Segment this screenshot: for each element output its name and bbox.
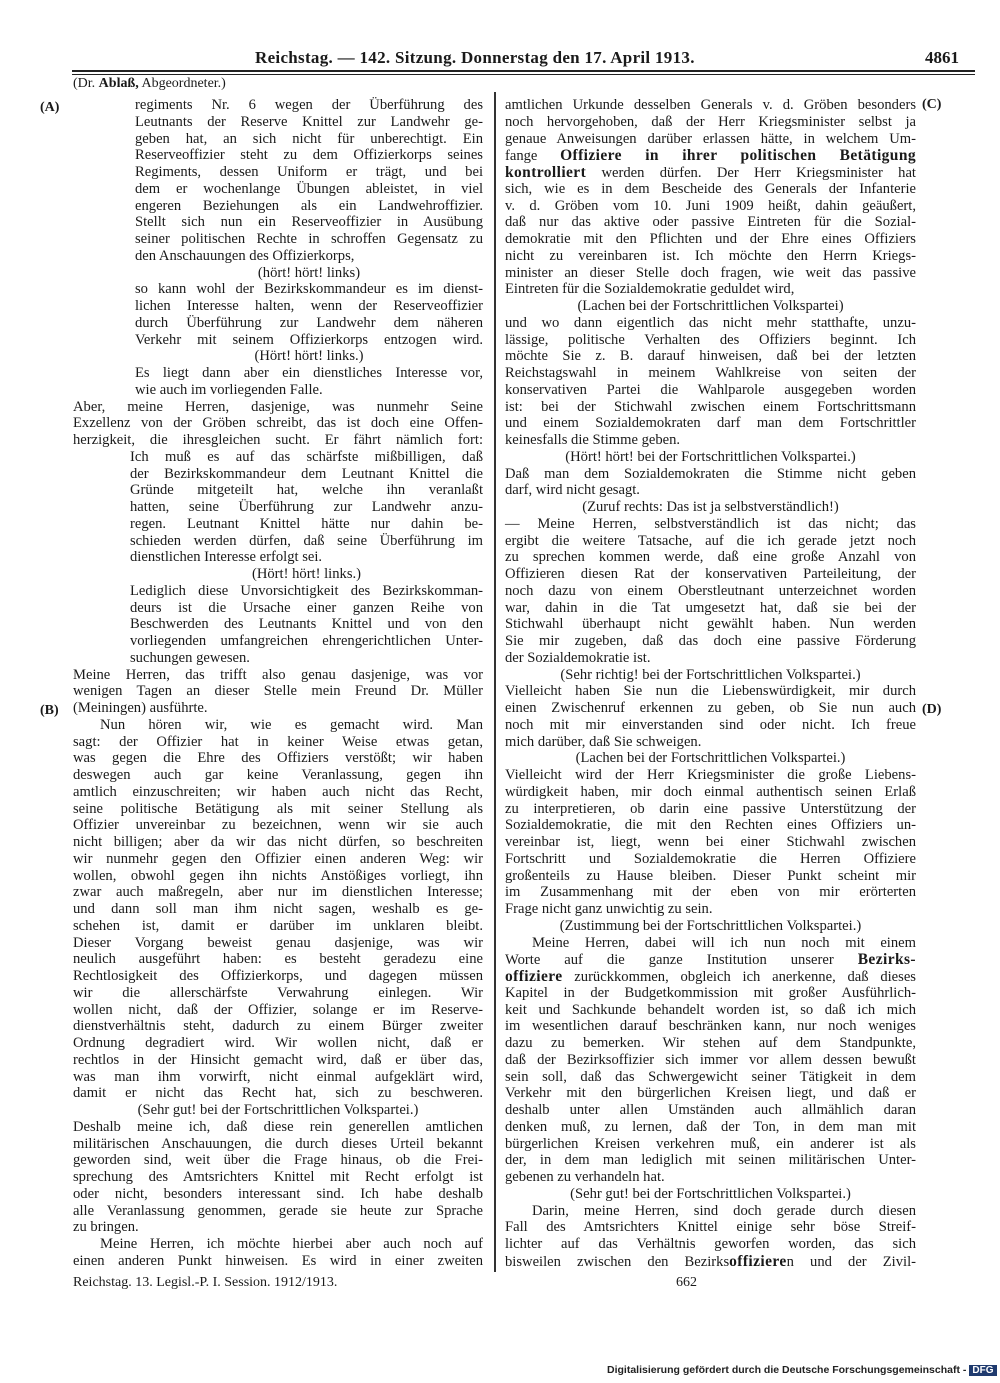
- text-line: wollen nicht, daß der Offizier, solange er im Reserve-: [73, 1001, 483, 1018]
- interjection-line: (Sehr richtig! bei der Fortschrittlichen Volkspartei.): [560, 666, 861, 683]
- text-line: mich darüber, daß Sie schweigen.: [505, 733, 702, 750]
- text-line: daß nur das aktive oder passive Eintreten für die Sozial-: [505, 214, 916, 231]
- text-line: minister an dieser Stelle doch fragen, wie weit das passive: [505, 264, 916, 281]
- text-line: Fortschritt und Sozialdemokratie die Herren Offiziere: [505, 850, 916, 867]
- text-line: Nun hören wir, wie es gemacht wird. Man: [100, 716, 483, 733]
- text-line: deurs ist die Ursache einer ganzen Reihe von: [130, 599, 483, 616]
- text-line: und wo dann eigentlich das nicht mehr statthafte, unzu-: [505, 314, 916, 331]
- text-line: schieden werden dürfen, daß seine Überführung im: [130, 532, 483, 549]
- text-line: geben hat, an sich nicht für unberechtigt. Ein: [135, 130, 483, 147]
- text-line: Sie mir zugeben, daß das doch eine passive Förderung: [505, 633, 916, 649]
- text-line: wir nunmehr gegen den Offizier einen anderen Weg: wir: [73, 850, 483, 867]
- text-line: Meine Herren, ich möchte hierbei aber auch noch auf: [100, 1236, 483, 1252]
- text-line: amtlich einzuschreiten; wir haben auch nicht das Recht,: [73, 783, 483, 800]
- text-line: Darin, meine Herren, sind doch gerade durch diesen: [532, 1202, 916, 1219]
- speaker-role: Abgeordneter.): [141, 76, 226, 91]
- text-line: deswegen auch gar keine Veranlassung, gegen ihn: [73, 767, 483, 783]
- text-line: Meine Herren, dabei will ich nun noch mit einem: [532, 934, 916, 951]
- text-line: der Bezirkskommandeur dem Leutnant Knittel die: [130, 465, 483, 482]
- interjection-line: (Hört! hört! links.): [251, 566, 362, 582]
- margin-mark-c: (C): [922, 97, 942, 112]
- interjection-line: (hört! hört! links): [257, 264, 361, 281]
- text-line: dienstverhältnis steht, dadurch zu einem Bürger zweiter: [73, 1018, 483, 1035]
- text-line: und dann soll man ihm nicht sagen, weshalb es ge-: [73, 901, 483, 917]
- text-line: vereinbar ist, liegt, wenn bei einer Stichwahl zwischen: [505, 834, 916, 850]
- text-line: sagt: der Offizier hat in keiner Weise etwas getan,: [73, 733, 483, 750]
- interjection-line: (Zuruf rechts: Das ist ja selbstverständlich!): [582, 499, 839, 515]
- text-line: und einem Sozialdemokraten darf man dem Fortschrittler: [505, 415, 916, 432]
- text-line: lichter auf das Verhältnis geworfen worden, das sich: [505, 1236, 916, 1252]
- text-line: keinesfalls die Stimme geben.: [505, 432, 681, 448]
- margin-mark-d: (D): [922, 702, 942, 717]
- text-line: wollen, obwohl gegen ihn nichts Anstößiges vorliegt, ihn: [73, 867, 483, 884]
- text-line: denken muß, zu lernen, daß der Ton, in dem man mit: [505, 1118, 916, 1135]
- text-line: genaue Anweisungen darüber erlassen hätte, in welchem Um-: [505, 130, 916, 147]
- text-line: regiments Nr. 6 wegen der Überführung des: [135, 97, 483, 113]
- text-line: nicht billigen; aber da wir das nicht dürfen, so beschreiten: [73, 834, 483, 850]
- emphasis: offiziere: [505, 968, 563, 985]
- text-line: ist: bei der Stichwahl zwischen einem Fortschrittsmann: [505, 398, 916, 415]
- footer-sheet-number: 662: [676, 1275, 697, 1290]
- text-line: Offizier unvereinbar zu bezeichnen, wenn wir sie auch: [73, 817, 483, 834]
- text-line: damit er nicht das Recht hat, sich zu beschweren.: [73, 1085, 483, 1102]
- interjection-line: (Lachen bei der Fortschrittlichen Volkspartei.): [575, 750, 846, 767]
- text-line: noch hervorgehoben, daß der Herr Kriegsminister selbst ja: [505, 113, 916, 130]
- emphasis: offiziere: [729, 1252, 787, 1270]
- text-line: oder nicht, besonders interessant sind. Ich habe deshalb: [73, 1185, 483, 1202]
- interjection-line: (Hört! hört! links.): [254, 348, 364, 365]
- text-line: großenteils zu Hause bleiben. Dieser Punkt scheint mir: [505, 867, 916, 884]
- text-line: Verkehr mit den bürgerlichen Kreisen liegt, und daß er: [505, 1085, 916, 1102]
- text-line: Fall des Amtsrichters Knittel einige sehr böse Streif-: [505, 1219, 916, 1236]
- text-line: der Sozialdemokratie ist.: [505, 649, 651, 666]
- text-line: noch dazu von einem Oberstleutnant unterzeichnet worden: [505, 582, 916, 599]
- text-line: Reichstagswahl in meinem Wahlkreise von seiten der: [505, 365, 916, 381]
- interjection-line: (Zustimmung bei der Fortschrittlichen Volkspartei.): [559, 917, 862, 934]
- text-line: nicht zu vereinbaren ist. Ich möchte den Herrn Kriegs-: [505, 247, 916, 264]
- interjection-line: (Hört! hört! bei der Fortschrittlichen Volkspartei.): [565, 448, 856, 465]
- text-line: zwar auch maßregeln, aber nur im dienstlichen Interesse;: [73, 884, 483, 901]
- dfg-logo: DFG: [969, 1365, 996, 1376]
- text-line: Reserveoffizier steht zu dem Offizierkorps seines: [135, 147, 483, 164]
- interjection-line: (Sehr gut! bei der Fortschrittlichen Volkspartei.): [570, 1185, 851, 1202]
- text-line: Lediglich diese Unvorsichtigkeit des Bezirkskomman-: [130, 582, 483, 599]
- text-line: — Meine Herren, selbstverständlich ist das nicht; das: [505, 515, 916, 532]
- text-line: im wesentlichen darauf beschränken kann, nur noch weniges: [505, 1018, 916, 1035]
- text-line: darf, wird nicht gesagt.: [505, 482, 640, 499]
- text-line: dem er wochenlange Übungen ableistet, in viel: [135, 180, 483, 197]
- text-line: kontrolliert werden dürfen. Der Herr Kriegsminister hat: [505, 164, 916, 181]
- column-divider: [494, 92, 496, 1272]
- text-line: Aber, meine Herren, dasjenige, was nunmehr Seine: [73, 398, 483, 415]
- speaker-prefix: (Dr.: [73, 76, 96, 91]
- text-line: seiner politischen Rechte in schroffen Gegensatz zu: [135, 231, 483, 247]
- text-line: offiziere zurückkommen, obgleich ich anerkenne, daß dieses: [505, 968, 916, 985]
- text-line: Offizieren diesen Rat der konservativen Parteileitung, der: [505, 566, 916, 582]
- text-line: einen anderen Punkt hinweisen. Es wird in einer zweiten: [73, 1252, 483, 1269]
- text-line: Kapitel in der Budgetkommission mit großer Ausführlich-: [505, 984, 916, 1001]
- digitization-credit: [607, 1364, 997, 1376]
- text-line: Exzellenz von der Gröben schreibt, das ist doch eine Offen-: [73, 415, 483, 432]
- text-line: Eintreten für die Sozialdemokratie geduldet wird,: [505, 281, 795, 298]
- speaker-line: [73, 76, 226, 92]
- text-line: Vielleicht wird der Herr Kriegsminister die große Liebens-: [505, 767, 916, 783]
- emphasis: Bezirks-: [857, 951, 916, 969]
- text-line: Deshalb meine ich, daß diese rein generellen amtlichen: [73, 1118, 483, 1135]
- text-line: Beschwerden des Leutnants Knittel und von den: [130, 616, 483, 633]
- text-line: zu sprechen kommen werde, daß eine große Anzahl von: [505, 549, 916, 566]
- text-line: Daß man dem Sozialdemokraten die Stimme nicht geben: [505, 465, 916, 482]
- text-line: Worte auf die ganze Institution unserer Bezirks-: [505, 951, 916, 969]
- text-line: deshalb unter allen Umständen auch allmählich daran: [505, 1102, 916, 1118]
- text-line: Ordnung degradiert wird. Wir wollen nicht, daß er: [73, 1035, 483, 1051]
- margin-mark-a: (A): [40, 100, 60, 115]
- text-line: lichen Interesse halten, wenn der Reserveoffizier: [135, 298, 483, 314]
- text-line: wenigen Tagen an dieser Stelle mein Freund Dr. Müller: [73, 683, 483, 700]
- text-line: rechtlos in der Hinsicht gemacht wird, daß er über das,: [73, 1051, 483, 1068]
- page-number: 4861: [925, 48, 959, 67]
- header-rule: [72, 70, 975, 72]
- text-line: suchungen gewesen.: [130, 649, 250, 666]
- text-line: der, in dem man lediglich mit seinen militärischen Unter-: [505, 1152, 916, 1169]
- text-line: im Zusammenhang mit der eben von mir erörterten: [505, 884, 916, 901]
- text-line: Dieser Vorgang beweist genau dasjenige, was wir: [73, 934, 483, 951]
- text-line: zu bringen.: [73, 1219, 139, 1236]
- text-line: schehen ist, damit er darüber im unklaren bleibt.: [73, 917, 483, 934]
- emphasis: kontrolliert: [505, 164, 587, 181]
- text-line: hatten, seine Überführung zur Landwehr anzu-: [130, 499, 483, 515]
- text-line: daß der Bezirksoffizier sich immer vor allem dessen bewußt: [505, 1051, 916, 1068]
- interjection-line: (Lachen bei der Fortschrittlichen Volkspartei): [577, 298, 844, 314]
- text-line: möchte Sie z. B. darauf hinweisen, daß bei der letzten: [505, 348, 916, 365]
- text-line: sich, wie es in dem Bescheide des Generals der Infanterie: [505, 180, 916, 197]
- text-line: war, dahin in die Tat umgesetzt hat, daß sie bei der: [505, 599, 916, 616]
- text-line: einen Zwischenruf erkennen zu geben, ob Sie nun auch: [505, 700, 916, 716]
- margin-mark-b: (B): [40, 703, 59, 718]
- text-line: engeren Beziehungen als ein Landwehroffizier.: [135, 197, 483, 214]
- text-line: Rechtlosigkeit des Offizierkorps, und dagegen müssen: [73, 968, 483, 984]
- text-line: sprechung des Amtsrichters Knittel mit Recht erfolgt ist: [73, 1169, 483, 1185]
- text-line: Verkehr mit seinem Offizierkorps entzogen wird.: [135, 331, 483, 348]
- text-line: so kann wohl der Bezirkskommandeur es im dienst-: [135, 281, 483, 298]
- text-line: Vielleicht haben Sie nun die Liebenswürdigkeit, mir durch: [505, 683, 916, 700]
- text-line: sein soll, daß das Schwergewicht seiner Tätigkeit in dem: [505, 1068, 916, 1085]
- text-line: regen. Leutnant Knittel hätte nur dahin be-: [130, 515, 483, 532]
- text-line: seine politische Betätigung als mit seiner Stellung als: [73, 800, 483, 817]
- text-line: ergibt die weitere Tatsache, auf die ich gerade jetzt noch: [505, 532, 916, 549]
- text-line: v. d. Gröben vom 10. Juni 1909 heißt, dahin geäußert,: [505, 197, 916, 214]
- text-line: fange Offiziere in ihrer politischen Betätigung: [505, 147, 917, 165]
- text-line: militärischen Anschauungen, die durch dieses Urteil bekannt: [73, 1135, 483, 1152]
- text-line: Leutnants der Reserve Knittel zur Landwehr ge-: [135, 113, 483, 130]
- text-line: was gegen die Ehre des Offiziers verstößt; wir haben: [73, 750, 483, 767]
- text-line: Frage nicht ganz unwichtig zu sein.: [505, 901, 713, 917]
- footer-session: Reichstag. 13. Legisl.-P. I. Session. 1912/1913.: [73, 1275, 338, 1290]
- text-line: lässige, politische Verhalten des Offiziers beginnt. Ich: [505, 331, 916, 348]
- text-line: amtlichen Urkunde desselben Generals v. d. Gröben besonders: [505, 97, 916, 113]
- speaker-name: Ablaß,: [98, 76, 139, 91]
- text-line: Ich muß es auf das schärfste mißbilligen, daß: [130, 448, 483, 465]
- text-line: wie auch im vorliegenden Falle.: [135, 381, 323, 398]
- text-line: Stichwahl überhaupt nicht gewählt haben. Nun werden: [505, 616, 916, 633]
- text-line: würdigkeit haben, mir doch einmal authentisch seinen Erlaß: [505, 783, 916, 800]
- text-line: Stellt sich nun ein Reserveoffizier in Ausübung: [135, 214, 483, 231]
- text-line: alle Veranlassung genommen, gerade sie heute zur Sprache: [73, 1202, 483, 1219]
- text-line: Gründe mitgeteilt hat, welche ihn veranlaßt: [130, 482, 483, 499]
- text-line: Regiments, dessen Uniform er trägt, und bei: [135, 164, 483, 180]
- text-line: gebenen zu verhandeln hat.: [505, 1169, 665, 1185]
- text-line: durch Überführung zur Landwehr dem näheren: [135, 314, 483, 331]
- text-line: dienstlichen Interesse erfolgt sei.: [130, 549, 323, 566]
- text-line: Meine Herren, das trifft also genau dasjenige, was vor: [73, 666, 483, 683]
- emphasis: Offiziere in ihrer politischen Betätigung: [560, 147, 917, 165]
- text-line: was man ihm vorwirft, nicht einmal aufgeklärt wird,: [73, 1068, 483, 1085]
- interjection-line: (Sehr gut! bei der Fortschrittlichen Volkspartei.): [137, 1102, 419, 1118]
- text-line: zu interpretieren, ob darin eine passive Unterstützung der: [505, 800, 916, 817]
- text-line: vorliegenden umfangreichen ehrengerichtlichen Unter-: [130, 633, 483, 649]
- text-line: konservativen Partei die Wahlparole ausgegeben worden: [505, 381, 916, 398]
- header-rule-thin: [72, 74, 975, 75]
- text-line: Sozialdemokratie, die mit den Rechten eines Offiziers un-: [505, 817, 916, 834]
- text-line: bürgerlichen Kreisen verkehren muß, ein anderer ist als: [505, 1135, 916, 1152]
- text-line: (Meiningen) ausführte.: [73, 700, 208, 716]
- text-line: noch mit mir einverstanden sind oder nicht. Ich freue: [505, 716, 916, 733]
- text-line: bisweilen zwischen den Bezirksoffizieren und der Zivil-: [505, 1252, 916, 1270]
- text-line: demokratie mit den Pflichten und der Ehre eines Offiziers: [505, 231, 916, 247]
- text-line: Es liegt dann aber ein dienstliches Interesse vor,: [135, 365, 483, 381]
- text-line: wir die allerschärfste Verwahrung einlegen. Wir: [73, 984, 483, 1001]
- text-line: dazu zu bemerken. Wir stehen auf dem Standpunkte,: [505, 1035, 916, 1051]
- credit-text: Digitalisierung gefördert durch die Deutsche Forschungsgemeinschaft -: [607, 1364, 967, 1376]
- text-line: den Anschauungen des Offizierkorps,: [135, 247, 355, 264]
- text-line: neulich ausgeführt haben: es besteht geradezu eine: [73, 951, 483, 968]
- running-header: Reichstag. — 142. Sitzung. Donnerstag den 17. April 1913.: [255, 48, 695, 67]
- text-line: herzigkeit, die ihresgleichen sucht. Er fährt nämlich fort:: [73, 432, 483, 448]
- text-line: geworden sind, weit über die Frage hinaus, ob die Frei-: [73, 1152, 483, 1169]
- text-line: keit und Sachkunde behandelt worden ist, so daß ich mich: [505, 1001, 916, 1018]
